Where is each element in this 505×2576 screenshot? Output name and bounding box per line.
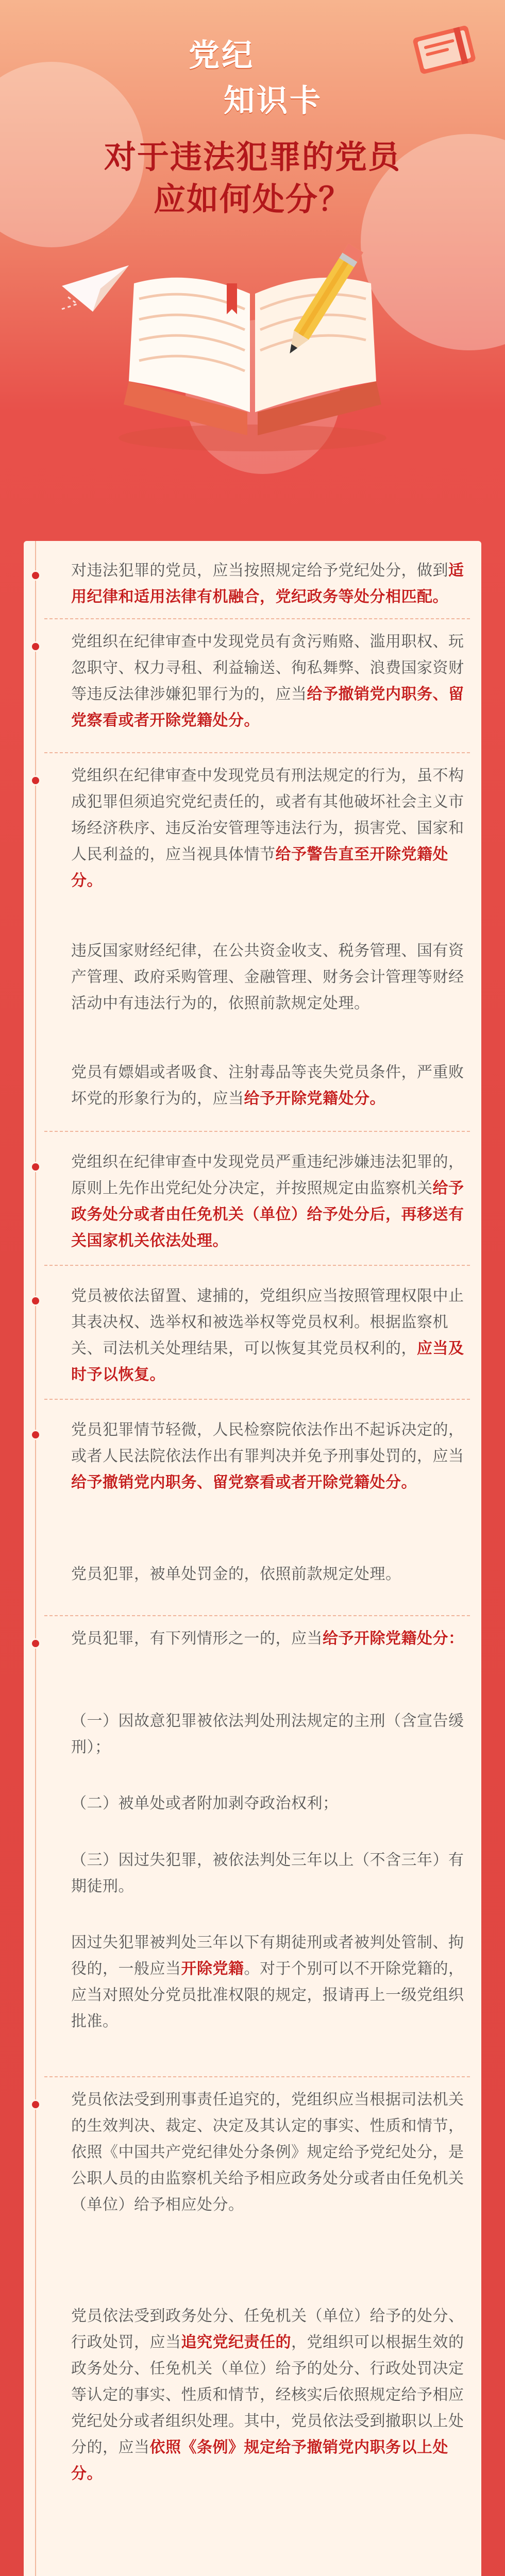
- body-text: 党组织在纪律审查中发现党员严重违纪涉嫌违法犯罪的，原则上先作出党纪处分决定，并按照规定由监察机关: [71, 1154, 464, 1197]
- section-2: [24, 618, 481, 747]
- section-divider: [44, 1131, 470, 1132]
- body-text: （三）因过失犯罪，被依法判处三年以上（不含三年）有期徒刑。: [71, 1852, 464, 1895]
- notebook-icon: [407, 21, 484, 82]
- highlight-text: 给予警告直至开除党籍处分。: [71, 846, 448, 889]
- section-4: [24, 1139, 481, 1273]
- section-paragraph: [71, 1708, 465, 1760]
- section-8: [24, 2076, 481, 2576]
- highlight-text: 给予撤销党内职务、留党察看或者开除党籍处分。: [71, 1474, 417, 1491]
- highlight-text: 开除党籍: [181, 1960, 244, 1977]
- section-paragraph: [71, 1283, 465, 1388]
- body-text: 党员有嫖娼或者吸食、注射毒品等丧失党员条件，严重败坏党的形象行为的，应当: [71, 1064, 464, 1107]
- header-banner: [0, 0, 505, 536]
- highlight-text: 给予政务处分或者由任免机关（单位）给予处分后，再移送有关国家机关依法处理。: [71, 1180, 464, 1249]
- section-bullet: [32, 2101, 39, 2108]
- highlight-text: 给予开除党籍处分。: [244, 1090, 385, 1107]
- section-paragraph: [71, 938, 465, 1016]
- highlight-text: 应当及时予以恢复。: [71, 1340, 464, 1383]
- section-6: [24, 1406, 481, 1628]
- section-paragraph: [71, 1561, 465, 1587]
- section-paragraph: [71, 1149, 465, 1254]
- section-bullet: [32, 1640, 39, 1647]
- title-line2: 应如何处分？: [153, 182, 351, 217]
- highlight-text: 给予撤销党内职务、留党察看或者开除党籍处分。: [71, 686, 464, 729]
- body-text: 因过失犯罪被判处三年以下有期徒刑或者被判处管制、拘役的，一般应当: [71, 1934, 464, 1977]
- highlight-text: 适用纪律和适用法律有机融合，党纪政务等处分相匹配。: [71, 562, 464, 605]
- badge-line1: 党纪: [189, 39, 255, 73]
- body-text: 违反国家财经纪律，在公共资金收支、税务管理、国有资产管理、政府采购管理、金融管理、财务会计管理等财经活动中有违法行为的，依照前款规定处理。: [71, 942, 464, 1012]
- section-paragraph: [71, 1790, 465, 1817]
- section-5: [24, 1273, 481, 1406]
- page-title: [0, 137, 505, 221]
- section-paragraph: [71, 2087, 465, 2218]
- section-paragraph: [71, 1929, 465, 2035]
- section-bullet: [32, 1163, 39, 1171]
- section-bullet: [32, 777, 39, 784]
- body-text: （二）被单处或者附加剥夺政治权利；: [71, 1795, 339, 1812]
- section-7: [24, 1615, 481, 2130]
- body-text: 。对于个别可以不开除党籍的，应当对照处分党员批准权限的规定，报请再上一级党组织批准。: [71, 1960, 464, 2030]
- section-bullet: [32, 643, 39, 650]
- highlight-text: 依照《条例》规定给予撤销党内职务以上处分。: [71, 2439, 448, 2482]
- section-paragraph: [71, 557, 465, 610]
- highlight-text: 追究党纪责任的: [181, 2334, 291, 2351]
- open-book-illustration: [108, 227, 397, 453]
- body-text: 党员犯罪，有下列情形之一的，应当: [71, 1630, 323, 1647]
- section-paragraph: [71, 1417, 465, 1496]
- section-paragraph: [71, 762, 465, 894]
- body-text: 党组织在纪律审查中发现党员有贪污贿赂、滥用职权、玩忽职守、权力寻租、利益输送、徇私舞弊、浪费国家资财等违反法律涉嫌犯罪行为的，应当: [71, 633, 464, 703]
- body-text: 党员犯罪，被单处罚金的，依照前款规定处理。: [71, 1566, 401, 1583]
- section-3: [24, 752, 481, 1180]
- section-paragraph: [71, 1847, 465, 1900]
- section-paragraph: [71, 629, 465, 734]
- section-divider: [44, 1265, 470, 1266]
- body-text: 对违法犯罪的党员，应当按照规定给予党纪处分，做到: [71, 562, 448, 579]
- section-bullet: [32, 1297, 39, 1304]
- title-line1: 对于违法犯罪的党员: [104, 140, 401, 175]
- section-1: [24, 541, 481, 603]
- body-text: 党组织在纪律审查中发现党员有刑法规定的行为，虽不构成犯罪但须追究党纪责任的，或者有其他破坏社会主义市场经济秩序、违反治安管理等违法行为，损害党、国家和人民利益的，应当视具体情节: [71, 767, 464, 863]
- section-bullet: [32, 1431, 39, 1438]
- section-paragraph: [71, 1059, 465, 1112]
- body-text: 党员依法受到刑事责任追究的，党组织应当根据司法机关的生效判决、裁定、决定及其认定的事实、性质和情节，依照《中国共产党纪律处分条例》规定给予党纪处分，是公职人员的由监察机关给予相应政务处分或者由任免机关（单位）给予相应处分。: [71, 2091, 464, 2213]
- body-text: 党员犯罪情节轻微，人民检察院依法作出不起诉决定的，或者人民法院依法作出有罪判决并免予刑事处罚的，应当: [71, 1421, 464, 1465]
- content-panel: [24, 541, 481, 2576]
- highlight-text: 给予开除党籍处分：: [323, 1630, 464, 1647]
- body-text: ，党组织可以根据生效的政务处分、任免机关（单位）给予的处分、行政处罚决定等认定的事实、性质和情节，经核实后依照规定给予相应党纪处分或者组织处理。其中，党员依法受到撤职以上处分的，应当: [71, 2334, 464, 2456]
- section-divider: [44, 1399, 470, 1400]
- body-text: （一）因故意犯罪被依法判处刑法规定的主刑（含宣告缓刑）；: [71, 1713, 464, 1756]
- body-text: 党员依法受到政务处分、任免机关（单位）给予的处分、行政处罚，应当: [71, 2308, 464, 2351]
- section-paragraph: [71, 1625, 465, 1652]
- body-text: 党员被依法留置、逮捕的，党组织应当按照管理权限中止其表决权、选举权和被选举权等党员权利。根据监察机关、司法机关处理结果，可以恢复其党员权利的，: [71, 1287, 464, 1357]
- badge-line2: 知识卡: [224, 84, 323, 118]
- section-bullet: [32, 572, 39, 579]
- section-paragraph: [71, 2303, 465, 2487]
